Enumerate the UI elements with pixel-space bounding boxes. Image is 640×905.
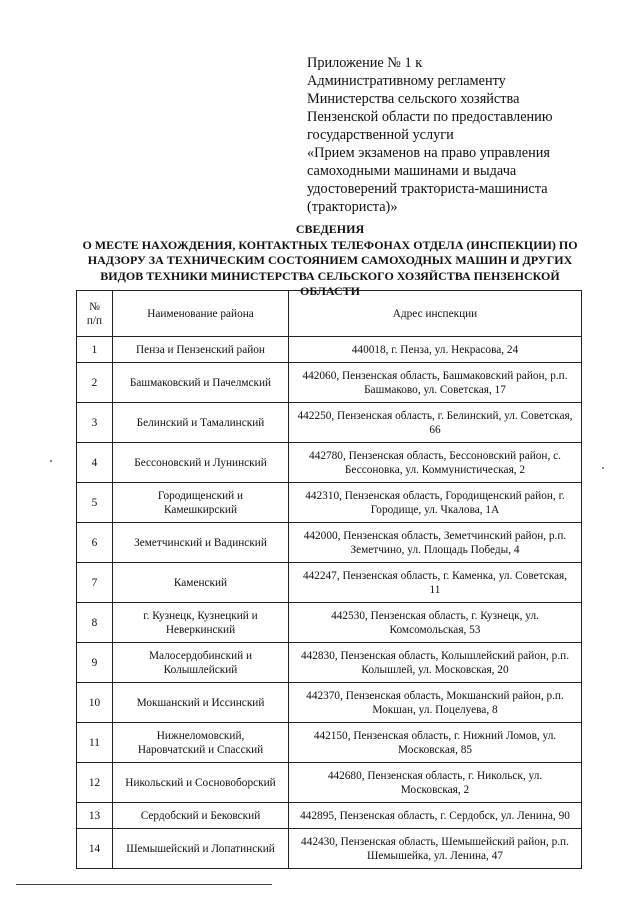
address-cell [289, 523, 582, 563]
address-line: Башмаково, ул. Советская, 17 [364, 383, 506, 396]
district-cell [113, 643, 289, 683]
address-cell [289, 763, 582, 803]
row-number: 14 [77, 829, 113, 869]
address-cell [289, 803, 582, 829]
district-line: Бессоновский и Лунинский [134, 456, 267, 469]
header-district: Наименование района [113, 291, 289, 337]
address-line: Колышлей, ул. Московская, 20 [361, 663, 509, 676]
address-cell [289, 829, 582, 869]
address-line: 442310, Пензенская область, Городищенский район, г. [305, 489, 565, 502]
address-cell [289, 603, 582, 643]
table-row [77, 483, 582, 523]
row-number: 11 [77, 723, 113, 763]
row-number: 7 [77, 563, 113, 603]
row-number: 8 [77, 603, 113, 643]
district-cell [113, 829, 289, 869]
inspection-table [76, 290, 582, 869]
address-line: Земетчино, ул. Площадь Победы, 4 [350, 543, 520, 556]
table-row [77, 363, 582, 403]
district-cell [113, 803, 289, 829]
appendix-line: самоходными машинами и выдача [307, 163, 517, 179]
subtitle-line: НАДЗОРУ ЗА ТЕХНИЧЕСКИМ СОСТОЯНИЕМ САМОХОДНЫХ МАШИН И ДРУГИХ [87, 253, 573, 267]
district-cell [113, 563, 289, 603]
row-number: 12 [77, 763, 113, 803]
address-line: Шемышейка, ул. Ленина, 47 [366, 849, 504, 862]
district-line: г. Кузнецк, Кузнецкий и [143, 609, 258, 622]
scan-speck [602, 467, 604, 469]
subtitle-line: ОБЛАСТИ [300, 284, 360, 298]
district-line: Камешкирский [163, 503, 238, 516]
district-cell [113, 723, 289, 763]
table-row [77, 829, 582, 869]
district-line: Неверкинский [165, 623, 236, 636]
address-line: Московская, 2 [400, 783, 470, 796]
address-line: 442000, Пензенская область, Земетчинский район, р.п. [303, 529, 567, 542]
appendix-note [307, 54, 597, 216]
table-row [77, 403, 582, 443]
appendix-line: Приложение № 1 к [307, 55, 423, 71]
address-line: 442370, Пензенская область, Мокшанский район, р.п. [306, 689, 564, 702]
scan-speck [50, 460, 52, 462]
address-cell [289, 403, 582, 443]
row-number: 2 [77, 363, 113, 403]
address-line: Городище, ул. Чкалова, 1А [370, 503, 500, 516]
district-cell [113, 363, 289, 403]
table-row [77, 523, 582, 563]
district-line: Городищенский и [157, 489, 244, 502]
appendix-line: государственной услуги [307, 127, 454, 143]
district-line: Нижнеломовский, [156, 729, 245, 742]
district-line: Белинский и Тамалинский [136, 416, 265, 429]
table-row [77, 683, 582, 723]
address-cell [289, 363, 582, 403]
district-line: Каменский [173, 576, 228, 589]
address-cell [289, 337, 582, 363]
header-address: Адрес инспекции [289, 291, 582, 337]
district-line: Колышлейский [163, 663, 238, 676]
subtitle-line: ВИДОВ ТЕХНИКИ МИНИСТЕРСТВА СЕЛЬСКОГО ХОЗЯЙСТВА ПЕНЗЕНСКОЙ [100, 268, 560, 283]
district-line: Пенза и Пензенский район [136, 343, 265, 356]
table-row [77, 763, 582, 803]
address-cell [289, 683, 582, 723]
address-cell [289, 483, 582, 523]
appendix-line: удостоверений тракториста-машиниста [307, 181, 548, 197]
district-line: Сердобский и Бековский [140, 809, 261, 822]
district-cell [113, 763, 289, 803]
appendix-line: Пензенской области по предоставлению [307, 109, 553, 125]
header-number: № п/п [77, 291, 113, 337]
address-line: 11 [429, 583, 441, 596]
subtitle-line: О МЕСТЕ НАХОЖДЕНИЯ, КОНТАКТНЫХ ТЕЛЕФОНАХ ОТДЕЛА (ИНСПЕКЦИИ) ПО [82, 237, 578, 252]
row-number: 9 [77, 643, 113, 683]
table-header-row [77, 291, 582, 337]
address-line: 66 [429, 423, 441, 436]
address-line: 442680, Пензенская область, г. Никольск, ул. [327, 769, 543, 782]
district-cell [113, 523, 289, 563]
appendix-line: «Прием экзаменов на право управления [307, 145, 550, 161]
address-line: 442250, Пензенская область, г. Белинский, ул. Советская, [297, 409, 573, 422]
footnote-separator [16, 884, 272, 885]
address-line: 442150, Пензенская область, г. Нижний Ломов, ул. [313, 729, 557, 742]
address-line: 442430, Пензенская область, Шемышейский район, р.п. [301, 835, 569, 848]
district-line: Наровчатский и Спасский [137, 743, 264, 756]
district-line: Башмаковский и Пачелмский [129, 376, 272, 389]
district-line: Мокшанский и Иссинский [136, 696, 265, 709]
district-cell [113, 603, 289, 643]
district-cell [113, 443, 289, 483]
appendix-line: (тракториста)» [307, 199, 398, 215]
row-number: 5 [77, 483, 113, 523]
row-number: 13 [77, 803, 113, 829]
row-number: 6 [77, 523, 113, 563]
document-title: СВЕДЕНИЯ [295, 222, 365, 236]
address-line: 442530, Пензенская область, г. Кузнецк, ул. [331, 609, 539, 622]
district-line: Земетчинский и Вадинский [134, 536, 267, 549]
table-row [77, 337, 582, 363]
address-cell [289, 563, 582, 603]
appendix-line: Министерства сельского хозяйства [307, 91, 520, 107]
row-number: 4 [77, 443, 113, 483]
address-line: 442830, Пензенская область, Колышлейский район, р.п. [300, 649, 570, 662]
table-row [77, 443, 582, 483]
table-row [77, 603, 582, 643]
address-line: 440018, г. Пенза, ул. Некрасова, 24 [351, 343, 519, 356]
address-line: 442780, Пензенская область, Бессоновский район, с. [309, 449, 561, 462]
document-heading [70, 222, 590, 300]
table-row [77, 563, 582, 603]
appendix-line: Административному регламенту [307, 73, 506, 89]
row-number: 1 [77, 337, 113, 363]
district-cell [113, 337, 289, 363]
address-line: Бессоновка, ул. Коммунистическая, 2 [344, 463, 526, 476]
table-row [77, 723, 582, 763]
address-line: 442247, Пензенская область, г. Каменка, ул. Советская, [302, 569, 568, 582]
address-line: Комсомольская, 53 [389, 623, 481, 636]
address-cell [289, 643, 582, 683]
table-row [77, 803, 582, 829]
district-line: Шемышейский и Лопатинский [126, 842, 275, 855]
address-line: Мокшан, ул. Поцелуева, 8 [372, 703, 498, 716]
district-cell [113, 403, 289, 443]
district-cell [113, 683, 289, 723]
district-line: Никольский и Сосновоборский [125, 776, 276, 789]
address-cell [289, 723, 582, 763]
row-number: 10 [77, 683, 113, 723]
table-row [77, 643, 582, 683]
address-line: Московская, 85 [397, 743, 473, 756]
address-line: 442060, Пензенская область, Башмаковский район, р.п. [302, 369, 568, 382]
row-number: 3 [77, 403, 113, 443]
district-cell [113, 483, 289, 523]
address-cell [289, 443, 582, 483]
district-line: Малосердобинский и [148, 649, 253, 662]
address-line: 442895, Пензенская область, г. Сердобск, ул. Ленина, 90 [300, 809, 570, 822]
